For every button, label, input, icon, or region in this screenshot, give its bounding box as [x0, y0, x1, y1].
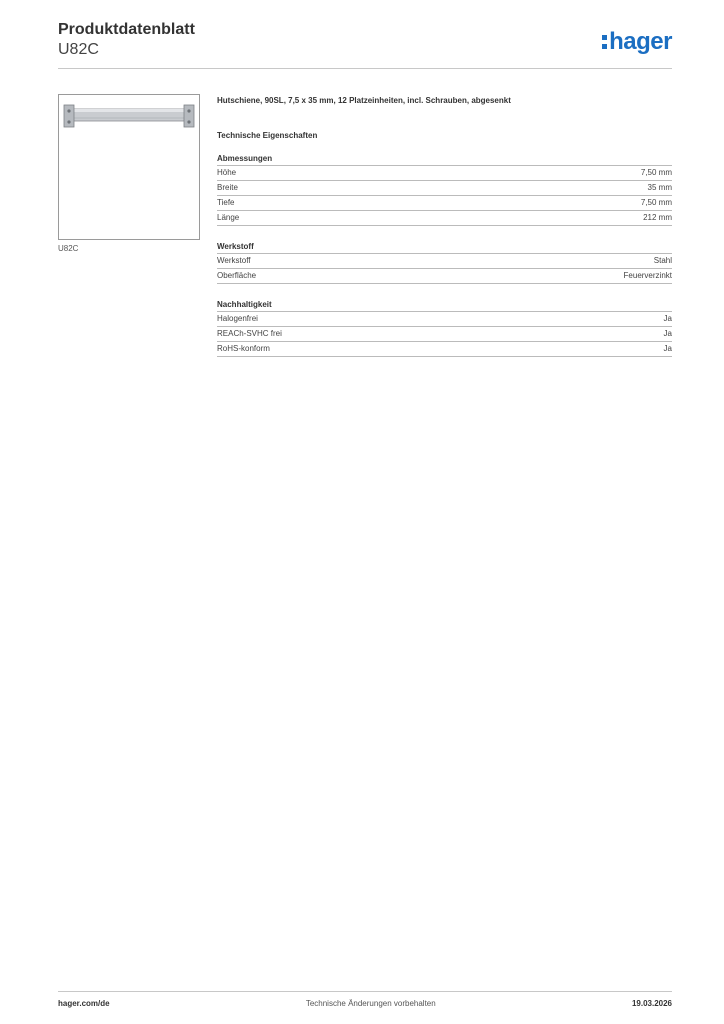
spec-value: Stahl [653, 256, 672, 265]
spec-label: Werkstoff [217, 256, 251, 265]
spec-value: Ja [663, 314, 672, 323]
spec-row [217, 211, 672, 226]
header-divider [58, 68, 672, 69]
image-caption: U82C [58, 244, 79, 253]
din-rail-illustration [63, 101, 195, 131]
spec-label: Tiefe [217, 198, 235, 207]
spec-row [217, 342, 672, 357]
spec-label: REACh-SVHC frei [217, 329, 282, 338]
footer-divider [58, 991, 672, 992]
spec-row [217, 166, 672, 181]
page-header [58, 20, 672, 60]
document-title: Produktdatenblatt [58, 21, 195, 38]
spec-value: 212 mm [643, 213, 672, 222]
product-details [217, 96, 672, 357]
spec-label: Halogenfrei [217, 314, 258, 323]
group-heading-sustainability: Nachhaltigkeit [217, 300, 672, 312]
spec-label: Breite [217, 183, 238, 192]
product-image [58, 94, 200, 240]
hager-logo [602, 30, 672, 54]
logo-dots-icon [602, 35, 607, 49]
spec-label: RoHS-konform [217, 344, 270, 353]
group-heading-dimensions: Abmessungen [217, 154, 672, 166]
footer-website: hager.com/de [58, 999, 110, 1008]
product-description: Hutschiene, 90SL, 7,5 x 35 mm, 12 Platzeinheiten, incl. Schrauben, abgesenkt [217, 96, 511, 105]
spec-row [217, 181, 672, 196]
article-number: U82C [58, 41, 99, 58]
spec-label: Höhe [217, 168, 237, 177]
spec-value: Ja [663, 329, 672, 338]
spec-value: 7,50 mm [640, 168, 672, 177]
logo-wordmark: hager [609, 28, 672, 55]
group-heading-material: Werkstoff [217, 242, 672, 254]
spec-value: 35 mm [647, 183, 672, 192]
spec-label: Oberfläche [217, 271, 257, 280]
spec-value: Ja [663, 344, 672, 353]
spec-row [217, 254, 672, 269]
spec-row [217, 312, 672, 327]
spec-row [217, 196, 672, 211]
page-footer [58, 999, 672, 1008]
spec-value: Feuerverzinkt [623, 271, 672, 280]
specs-heading: Technische Eigenschaften [217, 131, 318, 140]
footer-date: 19.03.2026 [631, 999, 672, 1008]
footer-notice: Technische Änderungen vorbehalten [305, 999, 436, 1008]
spec-label: Länge [217, 213, 240, 222]
spec-value: 7,50 mm [640, 198, 672, 207]
spec-row [217, 269, 672, 284]
spec-row [217, 327, 672, 342]
